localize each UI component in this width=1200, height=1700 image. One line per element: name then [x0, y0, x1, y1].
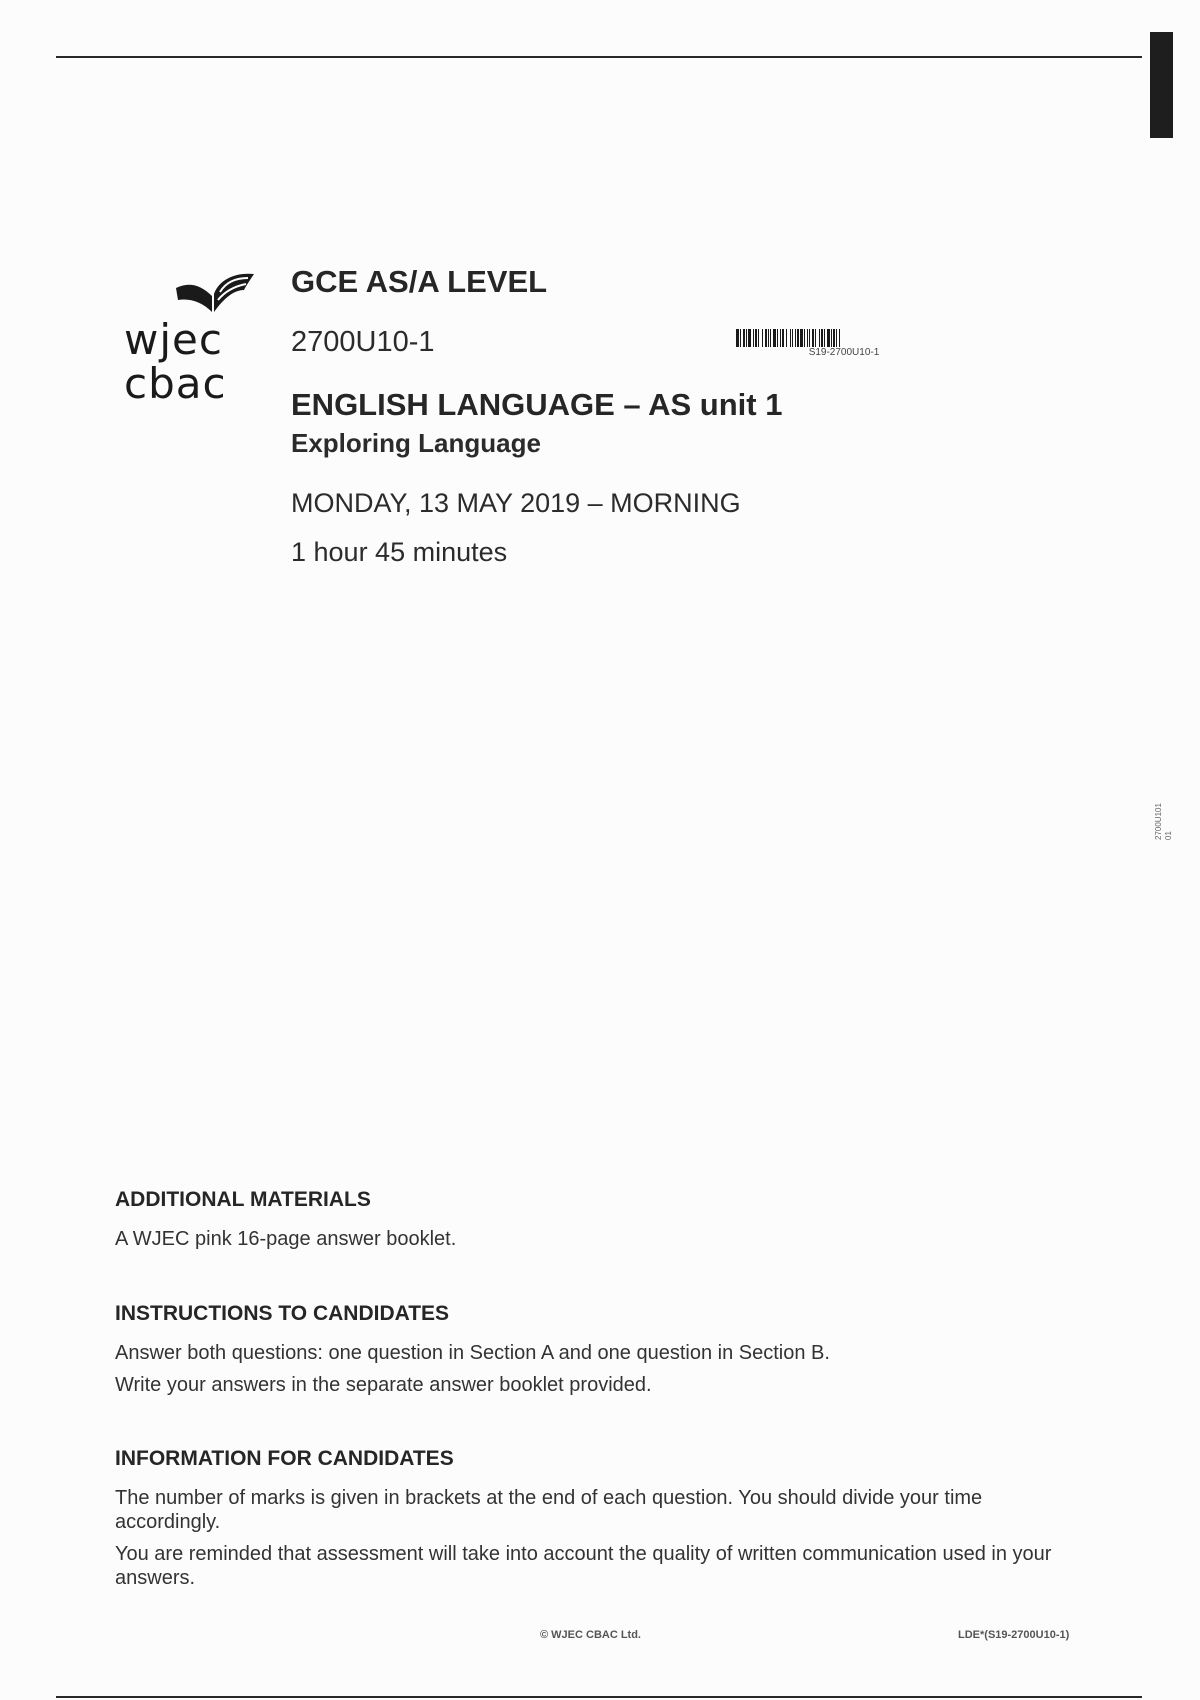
side-code-line1: 2700U101	[1154, 803, 1163, 840]
section-text: Write your answers in the separate answer booklet provided.	[115, 1374, 652, 1396]
wjec-cbac-logo	[124, 268, 254, 408]
additional-materials-section	[115, 1188, 1085, 1259]
section-heading: INFORMATION FOR CANDIDATES	[115, 1447, 454, 1470]
top-rule	[56, 56, 1142, 58]
section-heading: INSTRUCTIONS TO CANDIDATES	[115, 1302, 450, 1325]
section-text: Answer both questions: one question in Section A and one question in Section B.	[115, 1342, 830, 1364]
side-code-line2: 01	[1164, 831, 1173, 840]
exam-date: MONDAY, 13 MAY 2019 – MORNING	[291, 488, 741, 518]
barcode-label: S19-2700U10-1	[808, 347, 880, 358]
book-icon	[174, 268, 256, 314]
section-text: A WJEC pink 16-page answer booklet.	[115, 1228, 457, 1250]
instructions-section	[115, 1302, 1085, 1405]
barcode	[736, 329, 952, 347]
section-heading: ADDITIONAL MATERIALS	[115, 1188, 371, 1211]
footer-copyright: © WJEC CBAC Ltd.	[540, 1629, 641, 1641]
section-text: You are reminded that assessment will take into account the quality of written communication used in your answers.	[115, 1543, 1052, 1589]
subject-title: ENGLISH LANGUAGE – AS unit 1	[291, 387, 783, 422]
logo-text-cbac: cbac	[124, 359, 227, 408]
logo-text-wjec: wjec	[124, 315, 223, 364]
paper-code: 2700U10-1	[291, 326, 435, 358]
subject-subtitle: Exploring Language	[291, 428, 541, 458]
side-tab-marker	[1150, 32, 1173, 138]
footer-reference: LDE*(S19-2700U10-1)	[958, 1629, 1070, 1641]
side-paper-code	[1150, 780, 1180, 840]
qualification-title: GCE AS/A LEVEL	[291, 264, 548, 299]
section-text: The number of marks is given in brackets at the end of each question. You should divide your time accordingly.	[115, 1487, 983, 1533]
exam-duration: 1 hour 45 minutes	[291, 537, 508, 567]
bottom-rule	[56, 1696, 1142, 1698]
information-section	[115, 1447, 1085, 1598]
